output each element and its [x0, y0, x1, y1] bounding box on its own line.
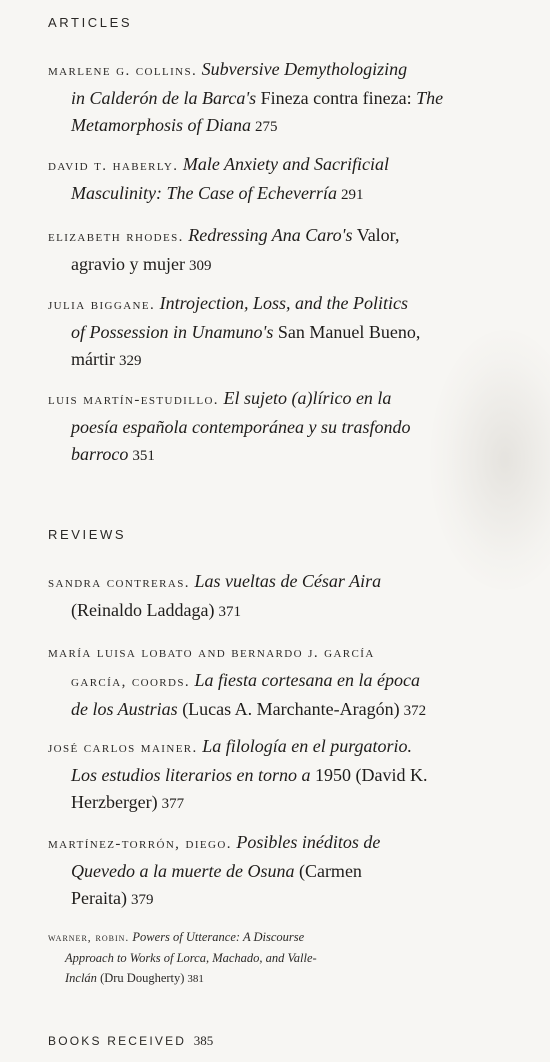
reviewer: Herzberger) [71, 792, 158, 812]
article-title: Metamorphosis of Diana [71, 115, 251, 135]
article-title: poesía española contemporánea y su trasfondo [71, 417, 411, 437]
page-number: 329 [118, 353, 142, 369]
review-title: La fiesta cortesana en la época [194, 670, 421, 690]
article-entry [48, 56, 508, 141]
page-number: 379 [130, 892, 154, 908]
article-entry [48, 151, 508, 209]
reviewer: Peraita) [71, 888, 127, 908]
page-number: 291 [340, 187, 364, 203]
review-title: La filología en el purgatorio. [202, 736, 413, 756]
article-entry [48, 222, 508, 280]
books-received [48, 1033, 213, 1049]
review-entry [48, 568, 508, 626]
article-author: julia biggane. [48, 297, 156, 313]
article-title: Subversive Demythologizing [201, 59, 408, 79]
reviewer: (Dru Dougherty) [100, 971, 185, 985]
review-author: martínez-torrón, diego. [48, 836, 232, 852]
review-entry [48, 927, 508, 989]
review-entry [48, 733, 508, 818]
review-title: de los Austrias [71, 699, 178, 719]
page-number: 309 [188, 258, 212, 274]
article-author: elizabeth rhodes. [48, 229, 184, 245]
article-author: david t. haberly. [48, 158, 179, 174]
review-entry [48, 638, 508, 725]
review-title: Los estudios literarios en torno a [71, 765, 311, 785]
article-title: in Calderón de la Barca's [71, 88, 257, 108]
review-title: Powers of Utterance: A Discourse [132, 930, 305, 944]
review-author: josé carlos mainer. [48, 740, 198, 756]
article-title: The [416, 88, 444, 108]
articles-heading: ARTICLES [48, 15, 133, 30]
article-entry [48, 290, 508, 375]
page-number: 371 [218, 604, 241, 620]
review-author: maría luisa lobato and bernardo j. garcía [48, 645, 375, 661]
article-title-roman: Valor, [356, 225, 400, 245]
reviewer: (Lucas A. Marchante-Aragón) [182, 699, 400, 719]
article-title: Redressing Ana Caro's [188, 225, 353, 245]
review-author: sandra contreras. [48, 575, 190, 591]
review-entry [48, 829, 508, 914]
article-title: Male Anxiety and Sacrificial [182, 154, 390, 174]
article-entry [48, 385, 508, 470]
article-title: Introjection, Loss, and the Politics [159, 293, 408, 313]
article-title-roman: mártir [71, 349, 115, 369]
article-title-roman: Fineza contra fineza: [260, 88, 412, 108]
article-title: barroco [71, 444, 129, 464]
article-title: El sujeto (a)lírico en la [223, 388, 392, 408]
review-title-roman: 1950 (David K. [315, 765, 428, 785]
reviewer: (Carmen [298, 861, 362, 881]
page-number: 351 [132, 448, 155, 464]
article-title-roman: San Manuel Bueno, [277, 322, 421, 342]
review-title: Las vueltas de César Aira [194, 571, 382, 591]
review-title: Quevedo a la muerte de Osuna [71, 861, 295, 881]
page-number: 372 [403, 703, 427, 719]
reviewer: (Reinaldo Laddaga) [71, 600, 215, 620]
review-title: Approach to Works of Lorca, Machado, and Valle- [65, 951, 317, 965]
article-title: of Possession in Unamuno's [71, 322, 274, 342]
page-number: 381 [187, 973, 204, 985]
page-number: 275 [255, 119, 278, 135]
reviews-heading: REVIEWS [48, 527, 127, 542]
books-received-label: BOOKS RECEIVED [48, 1034, 187, 1048]
review-title: Posibles inéditos de [236, 832, 381, 852]
article-title: Masculinity: The Case of Echeverría [71, 183, 337, 203]
review-title: Inclán [65, 971, 97, 985]
article-title-roman: agravio y mujer [71, 254, 185, 274]
review-author: garcía, coords. [71, 674, 191, 690]
article-author: marlene g. collins. [48, 63, 198, 79]
page-number: 385 [193, 1033, 214, 1048]
review-author: warner, robin. [48, 932, 130, 944]
page-number: 377 [161, 796, 185, 812]
article-author: luis martín-estudillo. [48, 392, 219, 408]
